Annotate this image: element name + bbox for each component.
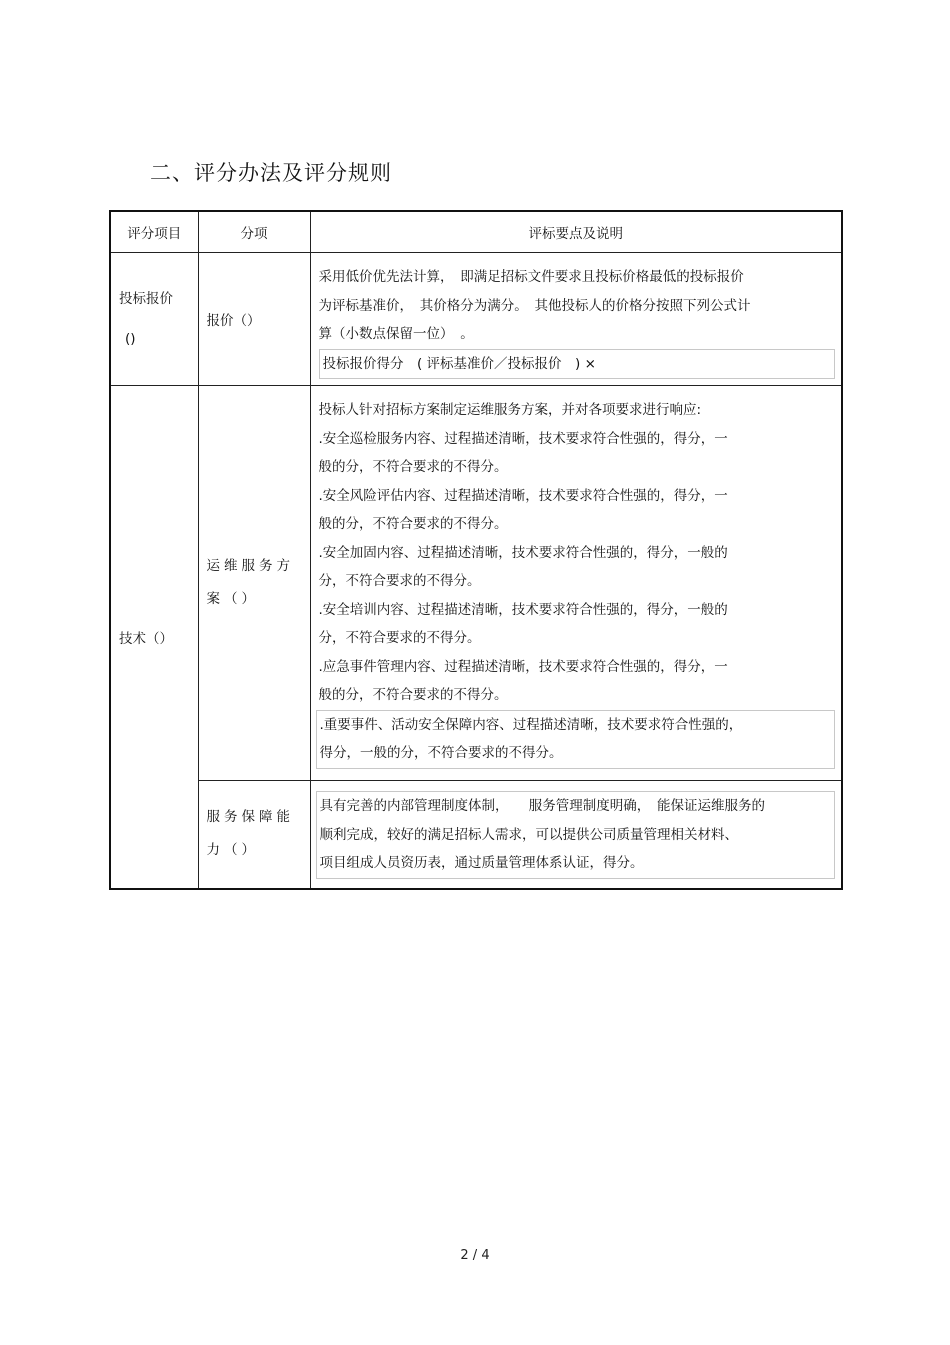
ops-line: 分，不符合要求的不得分。 xyxy=(318,630,481,646)
header-item: 分项 xyxy=(198,211,310,253)
ops-boxed-line: .重要事件、活动安全保障内容、过程描述清晰，技术要求符合性强的， xyxy=(319,716,743,733)
header-category: 评分项目 xyxy=(110,211,198,253)
service-line: 顺利完成，较好的满足招标人需求，可以提供公司质量管理相关材料、 xyxy=(319,826,738,843)
table-header-row xyxy=(110,211,842,253)
ops-line: .安全风险评估内容、过程描述清晰，技术要求符合性强的，得分，一 xyxy=(318,487,728,504)
price-category-cell xyxy=(110,253,198,386)
section-heading: 二、评分办法及评分规则 xyxy=(150,161,392,185)
ops-line: 般的分，不符合要求的不得分。 xyxy=(318,687,508,703)
price-description-cell xyxy=(310,253,842,386)
header-description: 评标要点及说明 xyxy=(310,211,842,253)
table-row-price xyxy=(110,253,842,386)
ops-line: .安全培训内容、过程描述清晰，技术要求符合性强的，得分，一般的 xyxy=(318,601,728,618)
scoring-table xyxy=(109,210,843,890)
price-line: 为评标基准价， 其价格分为满分。 其他投标人的价格分按照下列公式计 xyxy=(318,297,751,314)
table-row-service xyxy=(110,781,842,889)
service-boxed-item xyxy=(316,791,836,879)
price-line: 算（小数点保留一位） 。 xyxy=(318,326,474,342)
ops-boxed-item xyxy=(316,710,836,769)
page-number: 2 / 4 xyxy=(460,1248,490,1263)
ops-boxed-line: 得分，一般的分，不符合要求的不得分。 xyxy=(319,745,563,761)
service-item-label-line1: 服务保障能 xyxy=(206,809,294,826)
service-description-cell xyxy=(310,781,842,889)
service-item-label-line2: 力（） xyxy=(206,842,259,859)
tech-category-cell xyxy=(110,386,198,889)
price-line: 采用低价优先法计算， 即满足招标文件要求且投标价格最低的投标报价 xyxy=(318,269,744,285)
ops-line: .安全加固内容、过程描述清晰，技术要求符合性强的，得分，一般的 xyxy=(318,544,728,561)
price-formula: 投标报价得分 ( 评标基准价／投标报价 ) × xyxy=(319,349,836,380)
service-item-cell xyxy=(198,781,310,889)
service-line: 具有完善的内部管理制度体制， 服务管理制度明确， 能保证运维服务的 xyxy=(319,798,765,814)
tech-category-label: 技术（） xyxy=(119,630,173,647)
ops-item-label-line1: 运维服务方 xyxy=(206,558,294,574)
ops-line: .安全巡检服务内容、过程描述清晰，技术要求符合性强的，得分，一 xyxy=(318,430,728,447)
price-item-cell xyxy=(198,253,310,386)
price-category-paren: () xyxy=(125,331,136,347)
ops-line: 分，不符合要求的不得分。 xyxy=(318,573,481,589)
price-category-label: 投标报价 xyxy=(119,291,173,307)
price-item-label: 报价（） xyxy=(206,313,261,329)
ops-description-cell xyxy=(310,386,842,781)
ops-item-cell xyxy=(198,386,310,781)
ops-line: 般的分，不符合要求的不得分。 xyxy=(318,459,508,475)
ops-item-label-line2: 案（） xyxy=(206,591,259,607)
service-line: 项目组成人员资历表，通过质量管理体系认证，得分。 xyxy=(319,855,644,871)
ops-line: 般的分，不符合要求的不得分。 xyxy=(318,516,508,532)
table-row-ops-plan xyxy=(110,386,842,781)
ops-line: 投标人针对招标方案制定运维服务方案，并对各项要求进行响应: xyxy=(318,402,702,418)
ops-line: .应急事件管理内容、过程描述清晰，技术要求符合性强的，得分，一 xyxy=(318,658,728,675)
